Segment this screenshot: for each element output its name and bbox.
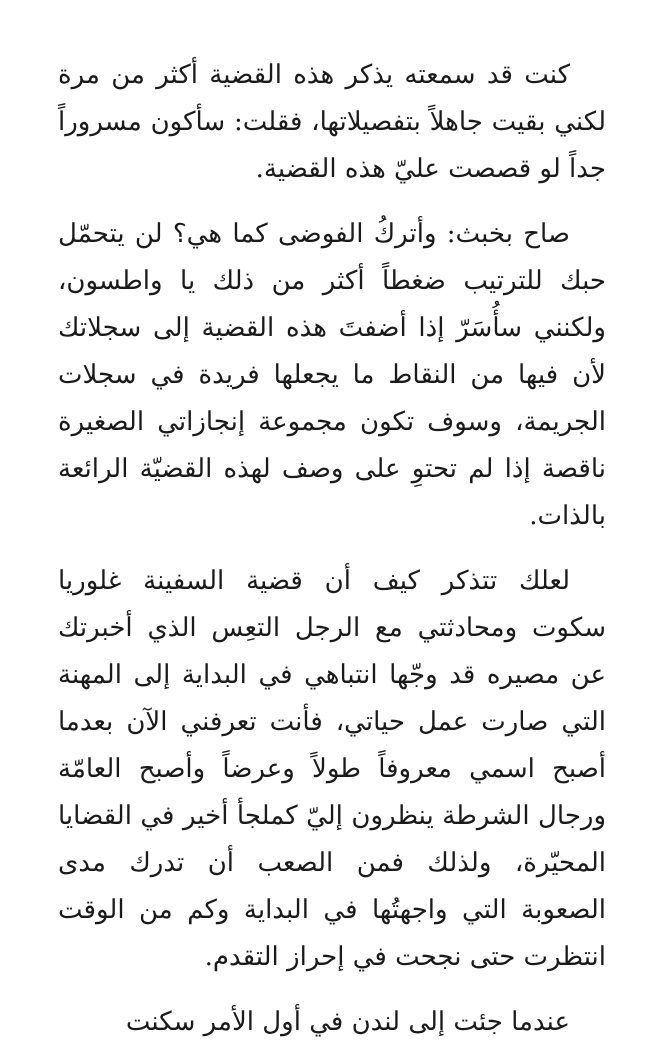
paragraph-2: صاح بخبث: وأتركُ الفوضى كما هي؟ لن يتحمّل حبك للترتيب ضغطاً أكثر من ذلك يا واطسون، ولكنني سأُسَرّ إذا أضفتَ هذه القضية إلى سجلاتك لأن فيها من النقاط ما يجعلها فريدة في سجلات الجريمة، وسوف تكون مجموعة إنجازاتي الصغيرة ناقصة إذا لم تحتوِ على وصف لهذه القضيّة الرائعة بالذات.	[58, 219, 606, 531]
paragraph-1: كنت قد سمعته يذكر هذه القضية أكثر من مرة لكني بقيت جاهلاً بتفصيلاتها، فقلت: سأكون مسروراً جداً لو قصصت عليّ هذه القضية.	[58, 60, 606, 184]
paragraph-3: لعلك تتذكر كيف أن قضية السفينة غلوريا سكوت ومحادثتي مع الرجل التعِس الذي أخبرتك عن مصيره قد وجّها انتباهي في البداية إلى المهنة التي صارت عمل حياتي، فأنت تعرفني الآن بعدما أصبح اسمي معروفاً طولاً وعرضاً وأصبح العامّة ورجال الشرطة ينظرون إليّ كملجأ أخير في القضايا المحيّرة، ولذلك فمن الصعب أن تدرك مدى الصعوبة التي واجهتُها في البداية وكم من الوقت انتظرت حتى نجحت في إحراز التقدم.	[58, 566, 606, 972]
document-page	[58, 52, 606, 1046]
paragraph-4: عندما جئت إلى لندن في أول الأمر سكنت	[125, 1007, 570, 1037]
